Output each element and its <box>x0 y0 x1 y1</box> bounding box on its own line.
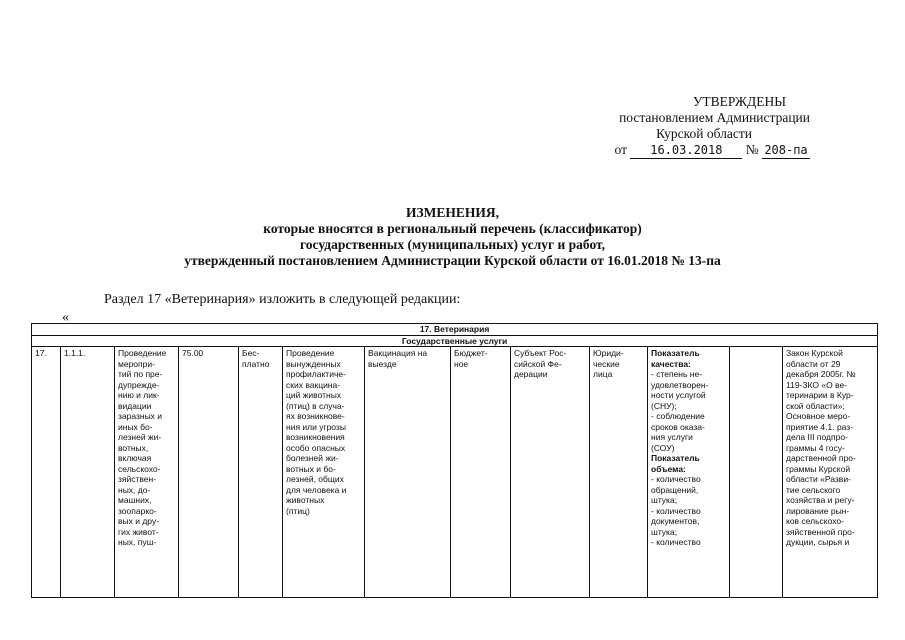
cell-indicators <box>648 347 730 598</box>
intro-text: Раздел 17 «Ветеринария» изложить в следующей редакции: <box>104 292 461 307</box>
cell-payment-type: Бес- платно <box>239 347 283 598</box>
cell-empty <box>730 347 783 598</box>
approval-region: Курской области <box>656 126 752 141</box>
quality-indicator-list: - степень не- удовлетворен- ности услугой (СНУ); - соблюдение сроков оказа- ния услуги (СОУ) <box>651 369 709 453</box>
section-row <box>32 324 878 336</box>
approval-number-prefix: № <box>745 142 759 157</box>
approval-date-prefix: от <box>614 142 627 157</box>
heading-title: ИЗМЕНЕНИЯ, <box>405 205 499 220</box>
document-heading <box>0 205 905 269</box>
subsection-title: Государственные услуги <box>32 335 878 347</box>
heading-line-3: государственных (муниципальных) услуг и работ, <box>299 237 606 252</box>
table-row <box>32 347 878 598</box>
volume-indicator-heading: Показатель объема: <box>651 453 700 474</box>
opening-quote: « <box>62 310 69 325</box>
approval-number: 208-па <box>762 142 810 159</box>
cell-legal-basis: Закон Курской области от 29 декабря 2005г. № 119-ЗКО «О ве- теринарии в Кур- ской области»; Основное меро- приятие 4.1. раз- дела III подпро- граммы 4 госу- дарственной про- граммы Курской области «Разви- тие сельского хозяйства и регу- лирование рын- ков сельскохо- зяйственной про- дукции, сырья и <box>783 347 878 598</box>
cell-section-number: 17. <box>32 347 61 598</box>
cell-okved: 75.00 <box>179 347 239 598</box>
cell-service-name: Проведение меропри- тий по пре- дупрежде- нию и лик- видации заразных и иных бо- лезней жи- вотных, включая сельскохо- зяйствен- ных, до- машних, зоопарко- вых и дру- гих живот- ных, пуш- <box>115 347 179 598</box>
approval-authority: постановлением Администрации <box>619 110 810 125</box>
approval-title: УТВЕРЖДЕНЫ <box>692 94 786 109</box>
heading-line-2: которые вносятся в региональный перечень (классификатор) <box>263 221 642 236</box>
section-title: 17. Ветеринария <box>32 324 878 336</box>
cell-institution-type: Бюджет- ное <box>451 347 511 598</box>
cell-conditions: Вакцинация на выезде <box>365 347 451 598</box>
approval-date-row <box>560 142 810 159</box>
volume-indicator-list: - количество обращений, штука; - количество документов, штука; - количество <box>651 474 701 547</box>
services-table <box>31 323 878 598</box>
cell-service-content: Проведение вынужденных профилактиче- ских вакцина- ций животных (птиц) в случа- ях возникнове- ния или угрозы возникновения особо опасных болезней жи- вотных и бо- лезней, общих для человека и животных (птиц) <box>283 347 365 598</box>
approval-date: 16.03.2018 <box>630 142 742 159</box>
cell-code: 1.1.1. <box>61 347 115 598</box>
heading-line-4: утвержденный постановлением Администрации Курской области от 16.01.2018 № 13-па <box>184 253 721 268</box>
quality-indicator-heading: Показатель качества: <box>651 348 700 369</box>
subsection-row <box>32 335 878 347</box>
cell-consumers: Юриди- ческие лица <box>590 347 648 598</box>
approval-block <box>560 94 810 159</box>
cell-authority-level: Субъект Рос- сийской Фе- дерации <box>511 347 590 598</box>
